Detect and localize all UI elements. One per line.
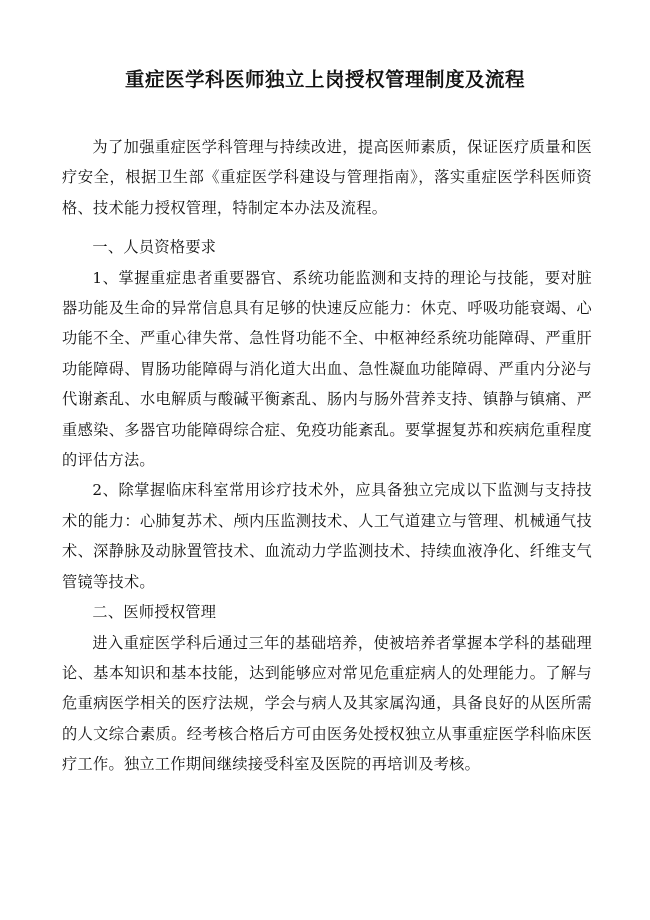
document-title: 重症医学科医师独立上岗授权管理制度及流程 xyxy=(124,68,525,91)
qualification-item-1: 1、掌握重症患者重要器官、系统功能监测和支持的理论与技能，要对脏器功能及生命的异常信息具有足够的快速反应能力：休克、呼吸功能衰竭、心功能不全、严重心律失常、急性肾功能不全、中枢神经系统功能障碍、严重肝功能障碍、胃肠功能障碍与消化道大出血、急性凝血功能障碍、严重内分泌与代谢紊乱、水电解质与酸碱平衡紊乱、肠内与肠外营养支持、镇静与镇痛、严重感染、多器官功能障碍综合症、免疫功能紊乱。要掌握复苏和疾病危重程度的评估方法。 xyxy=(62,268,592,470)
intro-paragraph: 为了加强重症医学科管理与持续改进，提高医师素质，保证医疗质量和医疗安全，根据卫生部《重症医学科建设与管理指南》，落实重症医学科医师资格、技术能力授权管理，特制定本办法及流程。 xyxy=(62,138,592,217)
section-heading-personnel-qualifications: 一、人员资格要求 xyxy=(92,238,217,257)
section-heading-physician-authorization: 二、医师授权管理 xyxy=(92,603,217,622)
qualification-item-2: 2、除掌握临床科室常用诊疗技术外，应具备独立完成以下监测与支持技术的能力：心肺复苏术、颅内压监测技术、人工气道建立与管理、机械通气技术、深静脉及动脉置管技术、血流动力学监测技术、持续血液净化、纤维支气管镜等技术。 xyxy=(62,481,592,591)
document-body xyxy=(62,132,592,780)
authorization-paragraph: 进入重症医学科后通过三年的基础培养，使被培养者掌握本学科的基础理论、基本知识和基本技能，达到能够应对常见危重症病人的处理能力。了解与危重病医学相关的医疗法规，学会与病人及其家属沟通，具备良好的从医所需的人文综合素质。经考核合格后方可由医务处授权独立从事重症医学科临床医疗工作。独立工作期间继续接受科室及医院的再培训及考核。 xyxy=(62,633,592,774)
